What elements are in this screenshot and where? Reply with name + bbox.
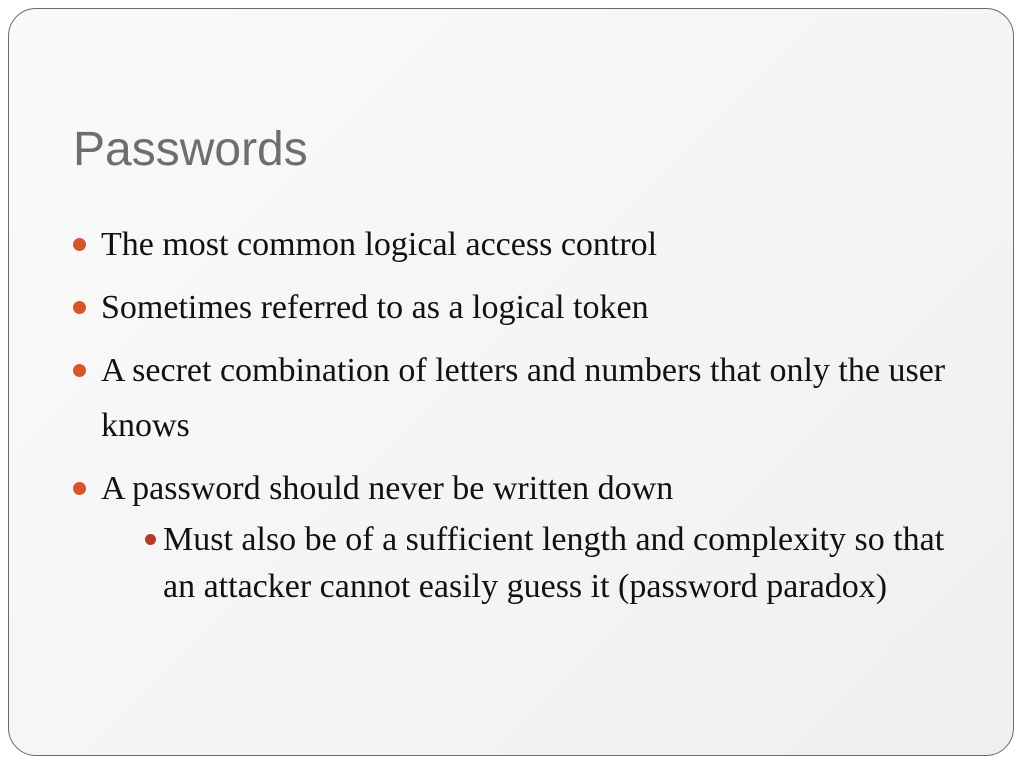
sub-bullet-item-1 bbox=[133, 516, 969, 610]
bullet-dot-icon bbox=[73, 238, 86, 251]
bullet-item-2 bbox=[69, 280, 969, 335]
sub-bullet-list bbox=[101, 516, 969, 610]
bullet-dot-icon bbox=[73, 301, 86, 314]
bullet-text: Sometimes referred to as a logical token bbox=[101, 289, 649, 326]
bullet-text: The most common logical access control bbox=[101, 226, 658, 263]
sub-bullet-dot-icon bbox=[145, 534, 156, 545]
slide bbox=[8, 8, 1014, 756]
bullet-item-3 bbox=[69, 343, 969, 453]
bullet-item-4 bbox=[69, 461, 969, 610]
sub-bullet-text: Must also be of a sufficient length and complexity so that an attacker cannot easily guess it (password paradox) bbox=[163, 521, 945, 605]
bullet-dot-icon bbox=[73, 364, 86, 377]
bullet-list bbox=[69, 217, 969, 618]
bullet-text: A secret combination of letters and numbers that only the user knows bbox=[101, 352, 946, 444]
slide-title: Passwords bbox=[73, 123, 308, 176]
bullet-item-1 bbox=[69, 217, 969, 272]
bullet-dot-icon bbox=[73, 482, 86, 495]
bullet-text: A password should never be written down bbox=[101, 470, 674, 507]
